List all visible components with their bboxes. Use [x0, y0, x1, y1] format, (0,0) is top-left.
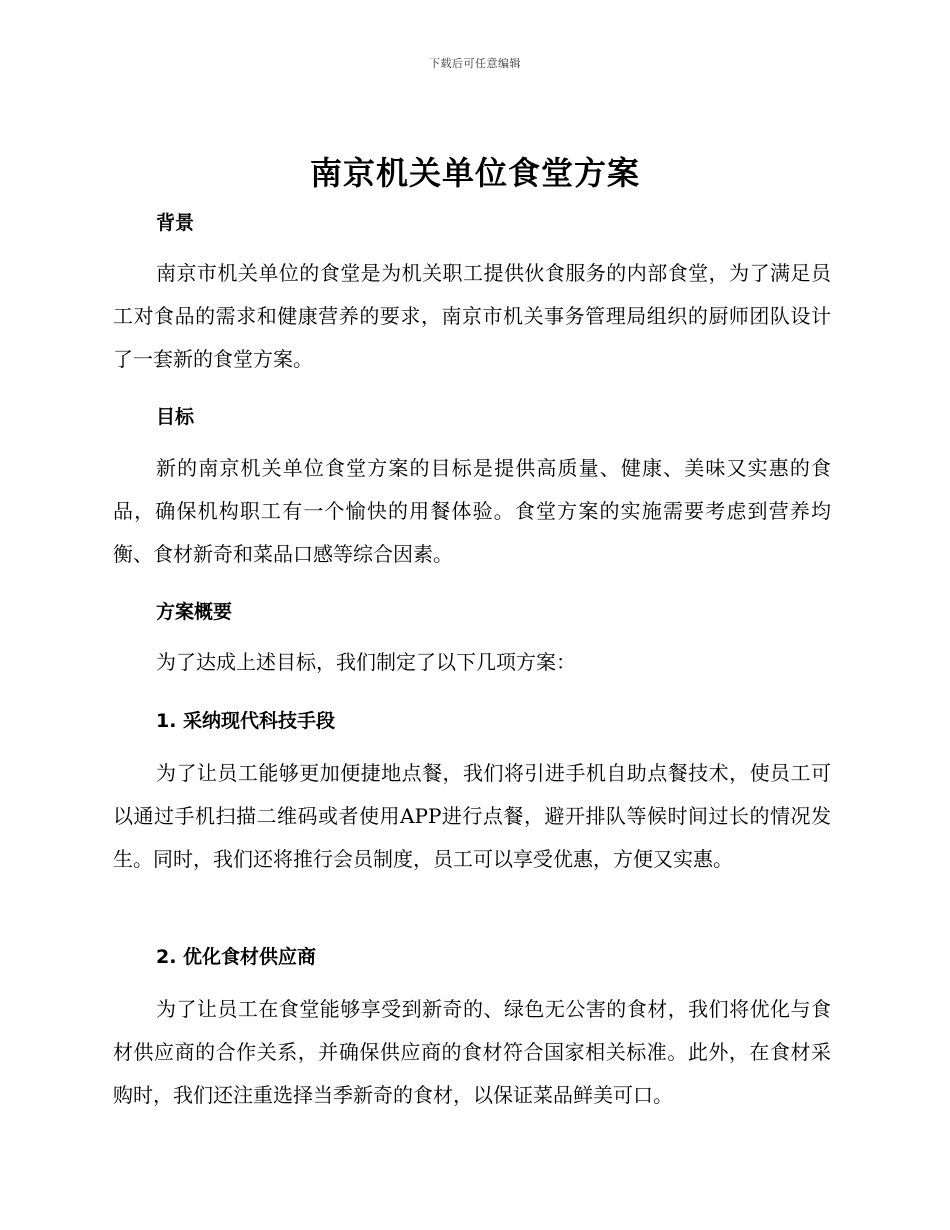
section-paragraph-overview: 为了达成上述目标，我们制定了以下几项方案： [156, 650, 576, 674]
section-heading-modern-tech: 1. 采纳现代科技手段 [156, 710, 336, 732]
page-title: 南京机关单位食堂方案 [309, 154, 640, 192]
section-paragraph-background: 南京市机关单位的食堂是为机关职工提供伙食服务的内部食堂，为了满足员工对食品的需求和健康营养的要求，南京市机关事务管理局组织的厨师团队设计了一套新的食堂方案。 [113, 261, 831, 371]
section-heading-goal: 目标 [156, 406, 195, 428]
section-heading-background: 背景 [156, 212, 195, 234]
section-heading-suppliers: 2. 优化食材供应商 [156, 946, 317, 968]
section-paragraph-goal: 新的南京机关单位食堂方案的目标是提供高质量、健康、美味又实惠的食品，确保机构职工有一个愉快的用餐体验。食堂方案的实施需要考虑到营养均衡、食材新奇和菜品口感等综合因素。 [113, 456, 831, 566]
section-heading-overview: 方案概要 [156, 601, 233, 623]
section-paragraph-suppliers: 为了让员工在食堂能够享受到新奇的、绿色无公害的食材，我们将优化与食材供应商的合作关系，并确保供应商的食材符合国家相关标准。此外，在食材采购时，我们还注重选择当季新奇的食材，以保证菜品鲜美可口。 [113, 997, 831, 1107]
header-note: 下载后可任意编辑 [429, 57, 521, 70]
section-paragraph-modern-tech: 为了让员工能够更加便捷地点餐，我们将引进手机自助点餐技术，使员工可以通过手机扫描二维码或者使用APP进行点餐，避开排队等候时间过长的情况发生。同时，我们还将推行会员制度，员工可以享受优惠，方便又实惠。 [113, 761, 831, 871]
